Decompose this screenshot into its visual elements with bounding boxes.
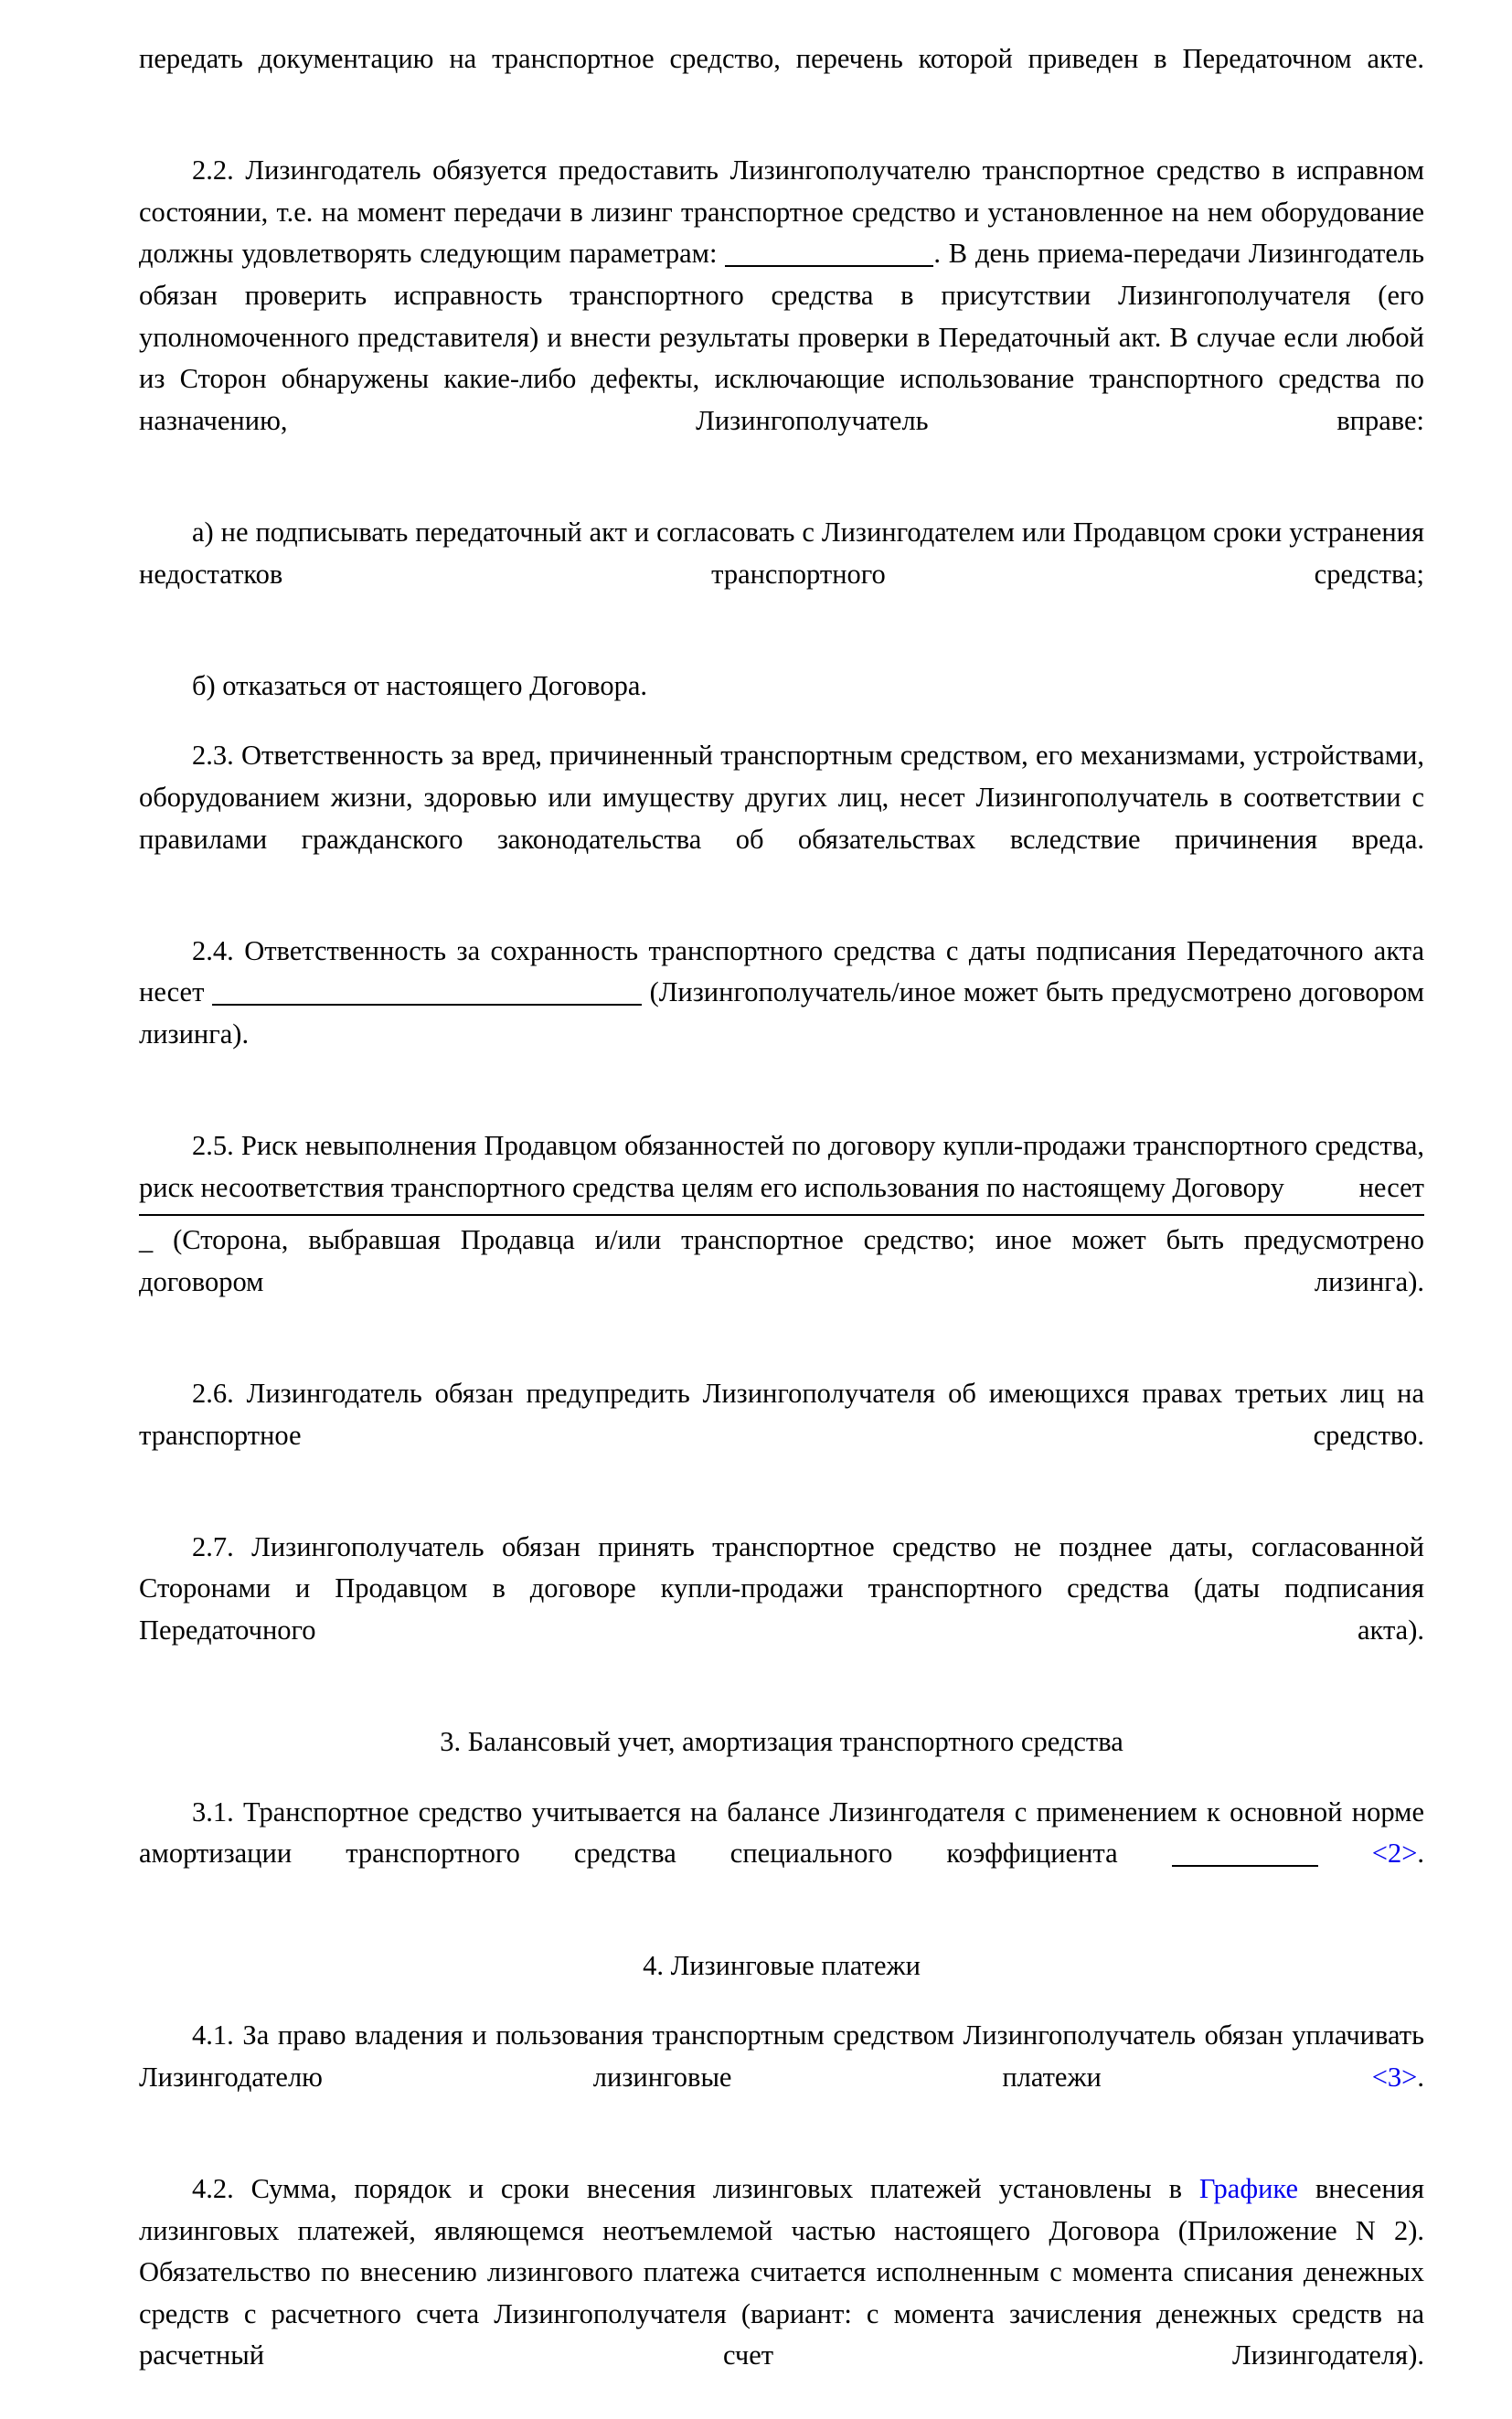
paragraph-item-a: а) не подписывать передаточный акт и согласовать с Лизингодателем или Продавцом сроки устранения недостатков транспортного средства; <box>139 516 1424 590</box>
paragraph-continued: передать документацию на транспортное средство, перечень которой приведен в Передаточном акте. <box>139 43 1424 74</box>
footnote-link-3[interactable]: <3> <box>1371 2061 1418 2093</box>
fill-in-blank-parameters[interactable] <box>725 237 933 267</box>
paragraph-3-1-text-after-link: . <box>1417 1838 1425 1870</box>
paragraph-item-b: б) отказаться от настоящего Договора. <box>192 669 647 701</box>
footnote-link-2[interactable]: <2> <box>1371 1838 1418 1870</box>
paragraph-2-4-text-after-blank: (Лизингополучатель/иное может быть предусмотрено договором лизинга). <box>139 976 1425 1050</box>
paragraph-2-4 <box>139 931 1424 1097</box>
paragraph-2-5-second-part: _ (Сторона, выбравшая Продавца и/или транспортное средство; иное может быть предусмотрено договором лизинга). <box>139 1224 1424 1297</box>
paragraph-4-1 <box>139 2015 1424 2140</box>
paragraph-4-2-text-before-link: 4.2. Сумма, порядок и сроки внесения лизинговых платежей установлены в <box>192 2172 1182 2204</box>
paragraph-3-1 <box>139 1792 1424 1917</box>
fill-in-rule-party-choice[interactable] <box>139 1214 1424 1216</box>
paragraph-4-2-text-after-link: внесения лизинговых платежей, являющемся неотъемлемой частью настоящего Договора (Приложение N 2). Обязательство по внесению лизингового платежа считается исполненным с момента списания денежных средств с расчетного счета Лизингополучателя (вариант: с момента зачисления денежных средств на расчетный счет Лизингодателя). <box>139 2172 1425 2371</box>
paragraph-2-7: 2.7. Лизингополучатель обязан принять транспортное средство не позднее даты, согласованной Сторонами и Продавцом в договоре купли-продажи транспортного средства (даты подписания Передаточного акта). <box>139 1530 1424 1646</box>
paragraph-2-3: 2.3. Ответственность за вред, причиненный транспортным средством, его механизмами, устройствами, оборудованием жизни, здоровью или имуществу других лиц, несет Лизингополучатель в соответствии с правилами гражданского законодательства об обязательствах вследствие причинения вреда. <box>139 740 1424 855</box>
schedule-link[interactable]: Графике <box>1198 2172 1299 2204</box>
section-heading-4: 4. Лизинговые платежи <box>643 1949 921 1981</box>
paragraph-2-4-text-before-blank: 2.4. Ответственность за сохранность транспортного средства с даты подписания Передаточного акта несет <box>139 934 1424 1008</box>
fill-in-blank-coefficient[interactable] <box>1172 1837 1318 1867</box>
paragraph-4-1-text-after-link: . <box>1417 2061 1424 2093</box>
paragraph-2-6: 2.6. Лизингодатель обязан предупредить Лизингополучателя об имеющихся правах третьих лиц на транспортное средство. <box>139 1378 1424 1451</box>
paragraph-4-2 <box>139 2169 1424 2419</box>
paragraph-4-1-text-before-link: 4.1. За право владения и пользования транспортным средством Лизингополучатель обязан уплачивать Лизингодателю лизинговые платежи <box>139 2019 1424 2093</box>
paragraph-2-2-text-before-blank: 2.2. Лизингодатель обязуется предоставить Лизингополучателю транспортное средство в исправном состоянии, т.е. на момент передачи в лизинг транспортное средство и установленное на нем оборудование должны удовлетворять следующим параметрам: <box>139 155 1424 270</box>
paragraph-3-1-text-before-blank: 3.1. Транспортное средство учитывается на балансе Лизингодателя с применением к основной норме амортизации транспортного средства специального коэффициента <box>139 1796 1424 1870</box>
section-heading-3: 3. Балансовый учет, амортизация транспортного средства <box>440 1726 1123 1758</box>
fill-in-blank-responsible-party[interactable] <box>212 975 642 1005</box>
paragraph-2-5-trailing-word: несет <box>1358 1171 1424 1203</box>
paragraph-2-5-text: 2.5. Риск невыполнения Продавцом обязанностей по договору купли-продажи транспортного средства, риск несоответствия транспортного средства целям его использования по настоящему Договору <box>139 1130 1424 1203</box>
paragraph-2-5-first-part <box>139 1125 1424 1209</box>
document-body <box>139 38 1424 2419</box>
paragraph-2-2 <box>139 150 1424 484</box>
paragraph-2-2-text-after-blank: . В день приема-передачи Лизингодатель обязан проверить исправность транспортного средства в присутствии Лизингополучателя (его уполномоченного представителя) и внести результаты проверки в Передаточный акт. В случае если любой из Сторон обнаружены какие-либо дефекты, исключающие использование транспортного средства по назначению, Лизингополучатель вправе: <box>139 238 1425 436</box>
